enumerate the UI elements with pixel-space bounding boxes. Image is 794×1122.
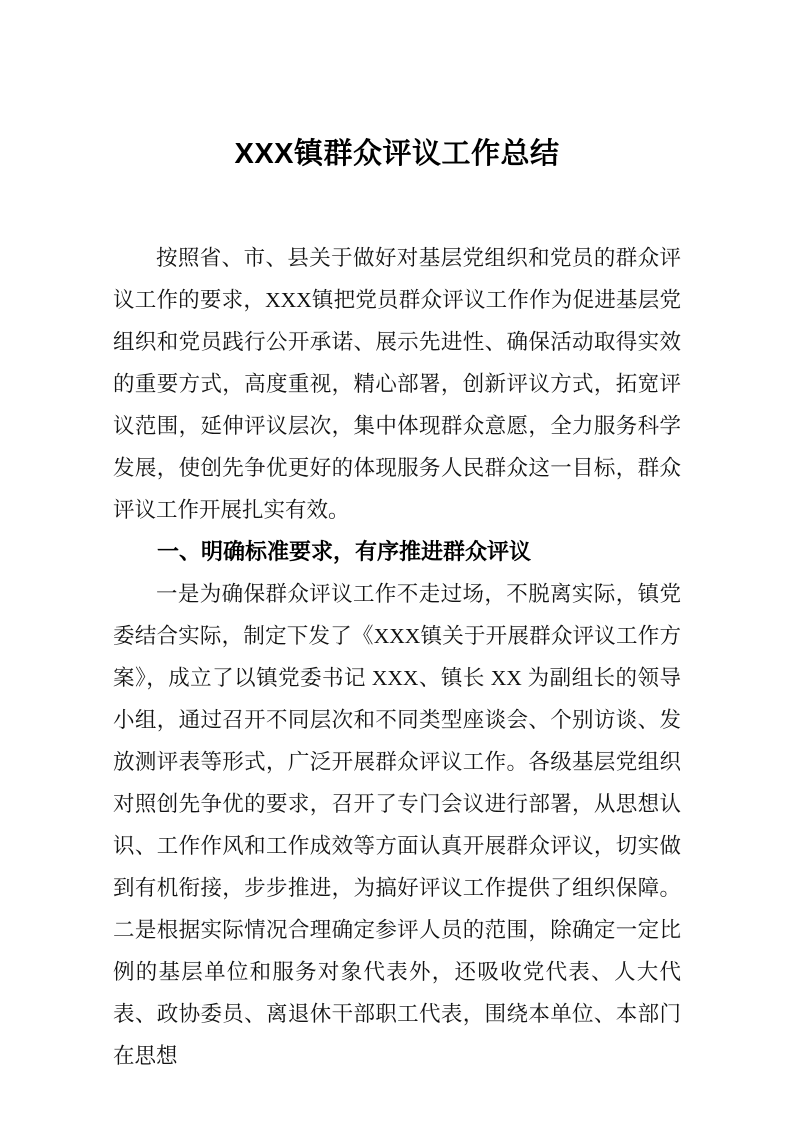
document-body bbox=[113, 237, 681, 1077]
section-heading: 一、明确标准要求，有序推进群众评议 bbox=[157, 539, 532, 564]
document-title: XXX镇群众评议工作总结 bbox=[234, 138, 560, 170]
body-paragraph: 一是为确保群众评议工作不走过场，不脱离实际，镇党委结合实际，制定下发了《XXX镇关于开展群众评议工作方案》，成立了以镇党委书记 XXX、镇长 XX 为副组长的领导小组，通过召开不同层次和不同类型座谈会、个别访谈、发放测评表等形式，广泛开展群众评议工作。各级基层党组织对照创先争优的要求，召开了专门会议进行部署，从思想认识、工作作风和工作成效等方面认真开展群众评议，切实做到有机衔接，步步推进，为搞好评议工作提供了组织保障。二是根据实际情况合理确定参评人员的范围，除确定一定比例的基层单位和服务对象代表外，还吸收党代表、人大代表、政协委员、离退休干部职工代表，围绕本单位、本部门在思想 bbox=[113, 582, 681, 1068]
body-paragraph: 按照省、市、县关于做好对基层党组织和党员的群众评议工作的要求，XXX镇把党员群众评议工作作为促进基层党组织和党员践行公开承诺、展示先进性、确保活动取得实效的重要方式，高度重视，精心部署，创新评议方式，拓宽评议范围，延伸评议层次，集中体现群众意愿，全力服务科学发展，使创先争优更好的体现服务人民群众这一目标，群众评议工作开展扎实有效。 bbox=[113, 246, 681, 522]
